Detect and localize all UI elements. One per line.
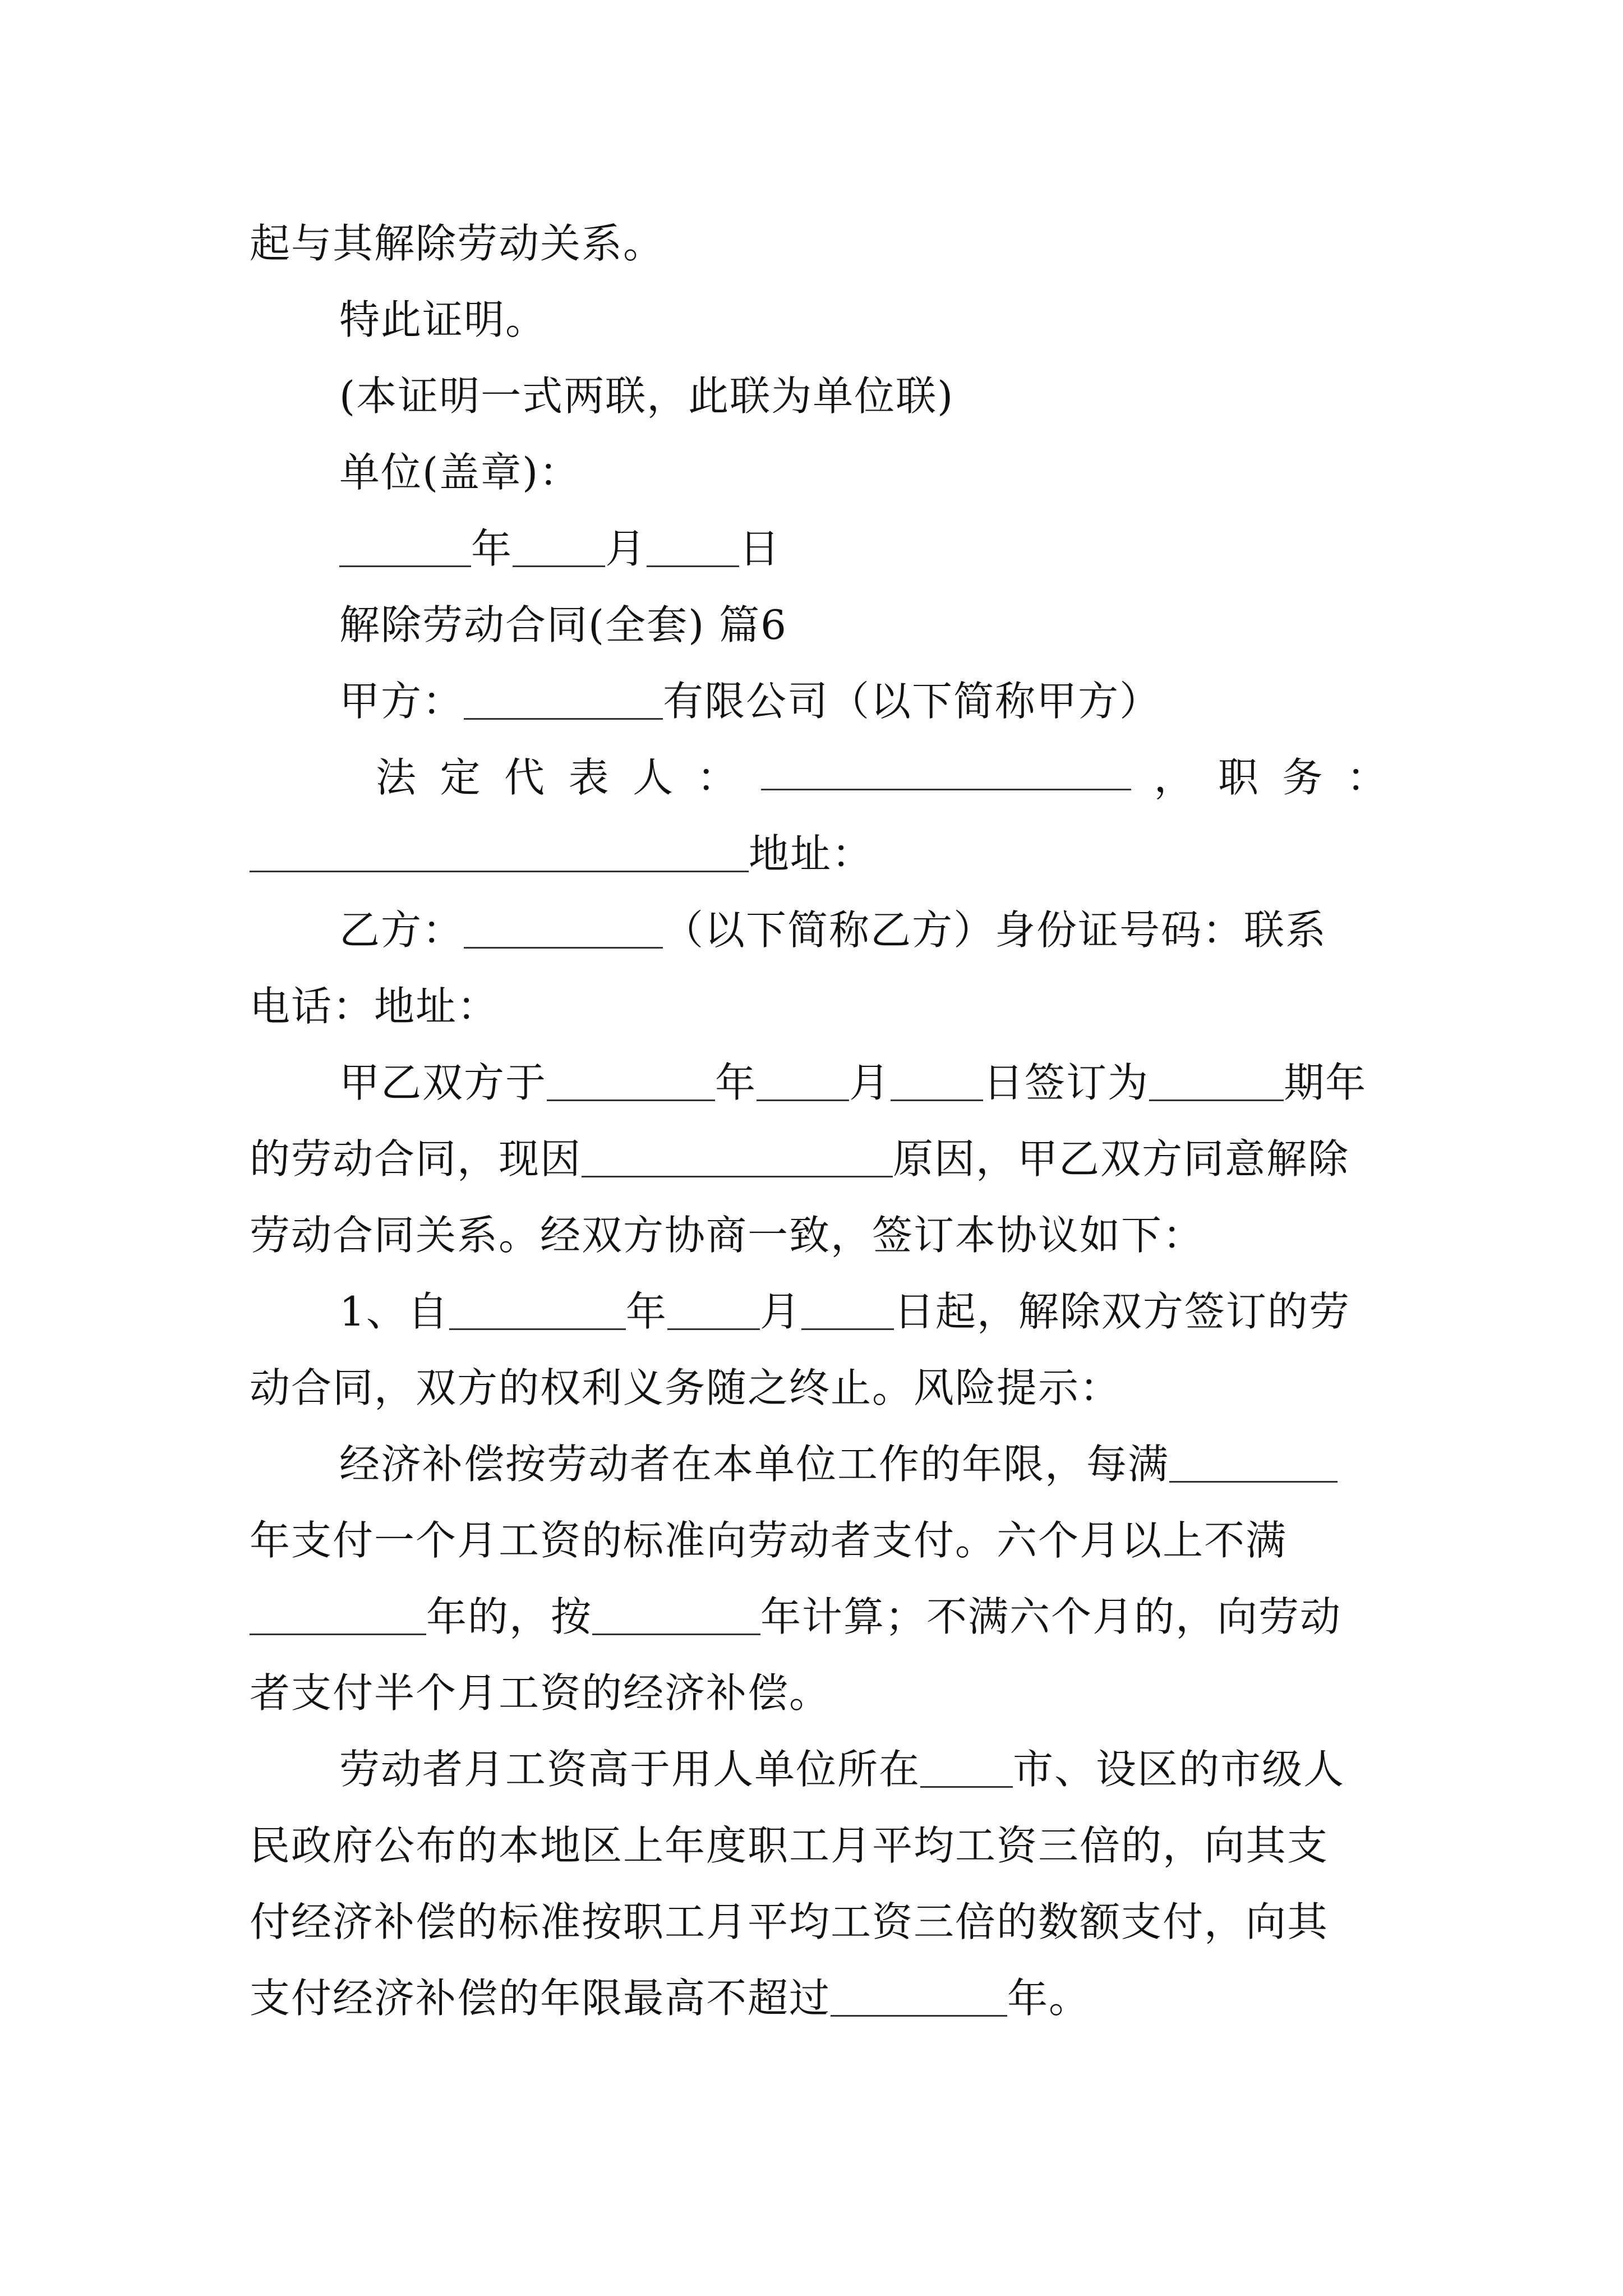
text-line bbox=[250, 215, 1388, 272]
date-line bbox=[339, 521, 1388, 577]
text: 代 bbox=[504, 754, 546, 801]
text: 单位(盖章)： bbox=[339, 449, 581, 496]
text: 定 bbox=[440, 754, 482, 801]
text-line bbox=[250, 1131, 1388, 1187]
text: 务 bbox=[1282, 754, 1324, 801]
text-line bbox=[250, 826, 1388, 882]
blank-field[interactable] bbox=[464, 908, 663, 949]
text: 期年 bbox=[1284, 1059, 1367, 1106]
blank-field[interactable] bbox=[647, 526, 739, 567]
blank-field[interactable] bbox=[449, 1289, 626, 1330]
text: 付经济补偿的标准按职工月平均工资三倍的数额支付，向其 bbox=[250, 1898, 1329, 1945]
text-line bbox=[339, 1055, 1388, 1111]
text: 1、自 bbox=[339, 1288, 449, 1335]
text: 年 bbox=[625, 1288, 667, 1335]
blank-field[interactable] bbox=[1149, 1060, 1284, 1101]
text: 日 bbox=[739, 525, 781, 572]
text-line bbox=[339, 1283, 1388, 1340]
text: 职 bbox=[1218, 754, 1260, 801]
text: 乙方： bbox=[339, 907, 464, 954]
party-a-line bbox=[339, 673, 1388, 729]
text: 电话：地址： bbox=[250, 983, 499, 1030]
text: 解除劳动合同(全套) 篇6 bbox=[339, 601, 787, 648]
blank-field[interactable] bbox=[761, 749, 1131, 790]
text-line bbox=[250, 1207, 1388, 1263]
text-line bbox=[250, 1665, 1388, 1721]
text: 支付经济补偿的年限最高不超过 bbox=[250, 1975, 831, 2022]
text: 甲方： bbox=[339, 678, 464, 725]
section-heading bbox=[339, 597, 1388, 653]
text: （以下简称乙方）身份证号码：联系 bbox=[663, 907, 1327, 954]
text: 年支付一个月工资的标准向劳动者支付。六个月以上不满 bbox=[250, 1517, 1288, 1564]
text: (本证明一式两联，此联为单位联) bbox=[339, 372, 955, 420]
blank-field[interactable] bbox=[513, 526, 605, 567]
blank-field[interactable] bbox=[339, 526, 471, 567]
text: 甲乙双方于 bbox=[339, 1059, 547, 1106]
text: 起与其解除劳动关系。 bbox=[250, 220, 665, 267]
text-line bbox=[250, 978, 1388, 1034]
text: 特此证明。 bbox=[339, 296, 547, 343]
text-line bbox=[339, 444, 1388, 500]
text: 有限公司（以下简称甲方） bbox=[663, 678, 1161, 725]
text-line bbox=[250, 1589, 1388, 1645]
blank-field[interactable] bbox=[920, 1747, 1013, 1788]
text-line bbox=[250, 1512, 1388, 1568]
text: 法 bbox=[376, 754, 418, 801]
text: 的劳动合同，现因 bbox=[250, 1135, 582, 1182]
text: 原因，甲乙双方同意解除 bbox=[893, 1135, 1350, 1182]
text: 年。 bbox=[1007, 1975, 1091, 2022]
blank-field[interactable] bbox=[547, 1060, 715, 1101]
text-line bbox=[250, 1360, 1388, 1416]
blank-field[interactable] bbox=[582, 1137, 893, 1177]
blank-field[interactable] bbox=[464, 679, 663, 720]
text: 年 bbox=[715, 1059, 757, 1106]
text: 民政府公布的本地区上年度职工月平均工资三倍的，向其支 bbox=[250, 1822, 1329, 1869]
blank-field[interactable] bbox=[831, 1976, 1007, 2017]
text: 劳动合同关系。经双方协商一致，签订本协议如下： bbox=[250, 1212, 1205, 1259]
blank-field[interactable] bbox=[757, 1060, 849, 1101]
text: ： bbox=[1346, 754, 1388, 801]
blank-field[interactable] bbox=[891, 1060, 983, 1101]
legal-rep-line bbox=[376, 749, 1388, 806]
text-line bbox=[339, 1741, 1388, 1797]
text: 人 bbox=[633, 754, 675, 801]
blank-field[interactable] bbox=[250, 831, 749, 872]
text-line bbox=[250, 1970, 1388, 2026]
text: 地址： bbox=[749, 830, 874, 877]
text: 经济补偿按劳动者在本单位工作的年限，每满 bbox=[339, 1441, 1170, 1488]
text: 日起，解除双方签订的劳 bbox=[893, 1288, 1350, 1335]
text: 月 bbox=[605, 525, 647, 572]
blank-field[interactable] bbox=[592, 1594, 760, 1635]
blank-field[interactable] bbox=[667, 1289, 760, 1330]
text: 年的，按 bbox=[426, 1593, 593, 1640]
text: ， bbox=[1154, 754, 1196, 801]
text: 表 bbox=[568, 754, 610, 801]
text-line bbox=[339, 292, 1388, 348]
text: 动合同，双方的权利义务随之终止。风险提示： bbox=[250, 1364, 1122, 1411]
text: 劳动者月工资高于用人单位所在 bbox=[339, 1746, 921, 1793]
text-line bbox=[250, 1818, 1388, 1874]
text: 年 bbox=[471, 525, 513, 572]
text: ： bbox=[697, 754, 739, 801]
blank-field[interactable] bbox=[1169, 1442, 1338, 1483]
text: 市、设区的市级人 bbox=[1013, 1746, 1345, 1793]
text: 者支付半个月工资的经济补偿。 bbox=[250, 1669, 831, 1717]
text-line bbox=[250, 1894, 1388, 1950]
text-line bbox=[339, 368, 1388, 424]
blank-field[interactable] bbox=[801, 1289, 894, 1330]
text-line bbox=[339, 1436, 1388, 1492]
blank-field[interactable] bbox=[250, 1594, 426, 1635]
text: 月 bbox=[759, 1288, 801, 1335]
party-b-line bbox=[339, 902, 1388, 958]
text: 日签订为 bbox=[983, 1059, 1150, 1106]
text: 月 bbox=[849, 1059, 891, 1106]
text: 年计算；不满六个月的，向劳动 bbox=[760, 1593, 1342, 1640]
